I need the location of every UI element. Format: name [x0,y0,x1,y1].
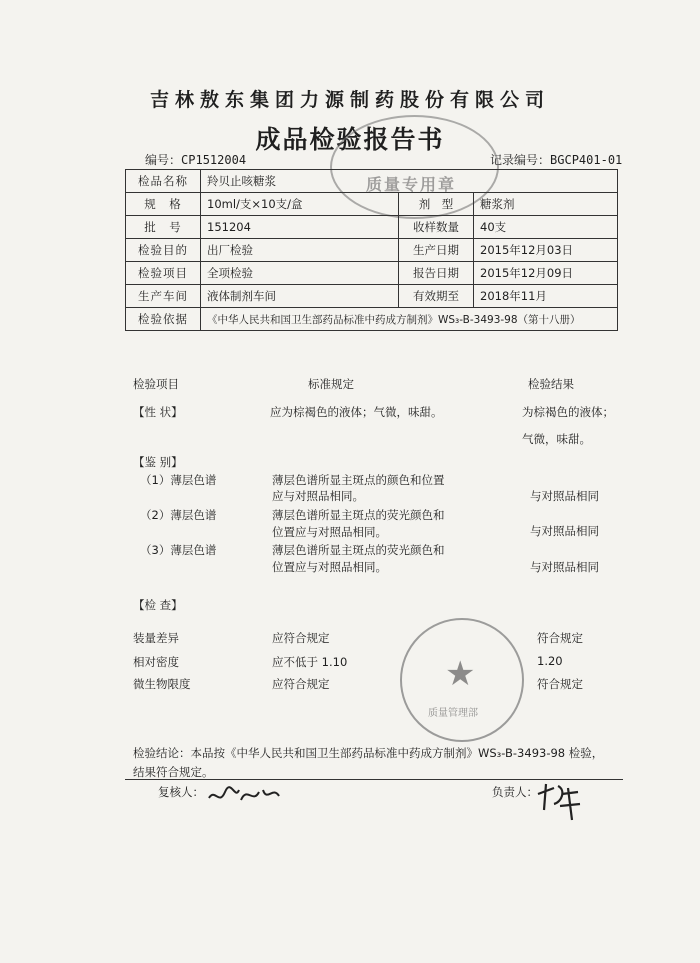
product-info-table [125,169,618,331]
identification-heading: 【鉴 别】 [133,455,183,469]
record-number-value: BGCP401-01 [550,153,623,167]
id-2-standard-1: 薄层色谱所显主斑点的荧光颜色和 [272,508,445,522]
table-row [126,216,618,239]
batch-label: 批 号 [126,216,201,239]
id-3-name: （3）薄层色谱 [140,543,217,557]
document-title: 成品检验报告书 [255,125,445,154]
table-row [126,262,618,285]
table-row [126,170,618,193]
id-2-standard-2: 位置应与对照品相同。 [272,525,387,539]
spec-value: 10ml/支×10支/盒 [201,193,399,216]
batch-value: 151204 [201,216,399,239]
purpose-label: 检验目的 [126,239,201,262]
report-number-value: CP1512004 [181,153,247,167]
column-standard: 标准规定 [308,377,354,391]
insp-3-name: 微生物限度 [133,677,191,691]
table-row [126,308,618,331]
character-result-1: 为棕褐色的液体； [522,405,614,419]
inspection-heading: 【检 查】 [133,598,183,612]
insp-3-result: 符合规定 [537,677,583,691]
form-label: 剂 型 [399,193,474,216]
id-2-result: 与对照品相同 [530,524,599,538]
id-3-standard-1: 薄层色谱所显主斑点的荧光颜色和 [272,543,445,557]
basis-value: 《中华人民共和国卫生部药品标准中药成方制剂》WS₃-B-3493-98（第十八册） [201,308,618,331]
company-seal-stamp [400,618,524,742]
record-number [490,151,622,168]
workshop-label: 生产车间 [126,285,201,308]
sample-qty-value: 40支 [474,216,618,239]
expiry-value: 2018年11月 [474,285,618,308]
id-3-standard-2: 位置应与对照品相同。 [272,560,387,574]
table-row [126,193,618,216]
sample-qty-label: 收样数量 [399,216,474,239]
character-heading: 【性 状】 [133,405,183,419]
items-value: 全项检验 [201,262,399,285]
reviewer-signature [205,780,285,810]
star-icon: ★ [445,654,476,694]
conclusion-line-2: 结果符合规定。 [133,765,214,779]
id-1-result: 与对照品相同 [530,489,599,503]
insp-2-name: 相对密度 [133,655,179,669]
production-date-value: 2015年12月03日 [474,239,618,262]
id-1-name: （1）薄层色谱 [140,473,217,487]
product-name-label: 检品名称 [126,170,201,193]
production-date-label: 生产日期 [399,239,474,262]
items-label: 检验项目 [126,262,201,285]
report-number-label: 编号： [145,153,182,167]
character-standard: 应为棕褐色的液体；气微，味甜。 [270,405,443,419]
record-number-label: 记录编号： [490,153,551,167]
report-date-label: 报告日期 [399,262,474,285]
company-name: 吉林敖东集团力源制药股份有限公司 [149,89,550,111]
company-seal-text: 质量管理部 [428,708,478,719]
insp-2-result: 1.20 [537,654,563,668]
responsible-signature [532,780,584,824]
insp-1-standard: 应符合规定 [272,631,330,645]
workshop-value: 液体制剂车间 [201,285,399,308]
column-item: 检验项目 [133,377,179,391]
form-value: 糖浆剂 [474,193,618,216]
id-3-result: 与对照品相同 [530,560,599,574]
conclusion-line-1: 检验结论：本品按《中华人民共和国卫生部药品标准中药成方制剂》WS₃-B-3493-98 检验， [133,746,604,760]
report-date-value: 2015年12月09日 [474,262,618,285]
insp-3-standard: 应符合规定 [272,677,330,691]
quality-seal-text: 质量专用章 [366,175,457,194]
spec-label: 规 格 [126,193,201,216]
product-name-value: 羚贝止咳糖浆 [201,170,618,193]
character-result-2: 气微，味甜。 [522,432,591,446]
purpose-value: 出厂检验 [201,239,399,262]
id-1-standard-1: 薄层色谱所显主斑点的颜色和位置 [272,473,445,487]
expiry-label: 有效期至 [399,285,474,308]
column-result: 检验结果 [528,377,574,391]
basis-label: 检验依据 [126,308,201,331]
insp-1-result: 符合规定 [537,631,583,645]
id-1-standard-2: 应与对照品相同。 [272,489,364,503]
report-number [145,151,246,168]
table-row [126,285,618,308]
insp-1-name: 装量差异 [133,631,179,645]
insp-2-standard: 应不低于 1.10 [272,655,348,669]
table-row [126,239,618,262]
id-2-name: （2）薄层色谱 [140,508,217,522]
reviewer-label: 复核人： [158,785,204,799]
responsible-label: 负责人： [492,785,538,799]
